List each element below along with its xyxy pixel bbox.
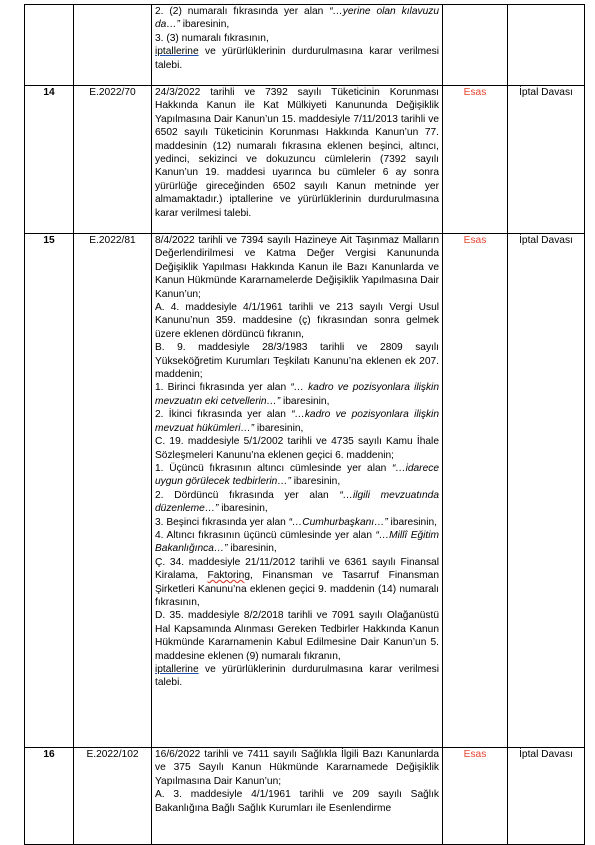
subject-text: 3. (3) numaralı fıkrasının, [155, 32, 269, 44]
subject-text: ibaresinin, [254, 422, 304, 434]
subject-paragraph [155, 609, 439, 663]
table-row [25, 86, 585, 234]
subject-paragraph [155, 341, 439, 381]
subject-paragraph [155, 381, 439, 408]
case-type-cell: Esas [443, 234, 508, 748]
subject-paragraph [155, 5, 439, 32]
subject-paragraph [155, 556, 439, 610]
subject-paragraph [155, 516, 439, 529]
table-row [25, 748, 585, 845]
quoted-phrase: “…idarece uygun görülecek tedbirlerin…” [155, 462, 439, 488]
subject-paragraph [155, 32, 439, 45]
subject-text: ibaresinin, [387, 516, 437, 528]
case-number-cell: E.2022/70 [74, 86, 152, 234]
quoted-phrase: “…Millî Eğitim Bakanlığınca…” [155, 529, 439, 555]
quoted-phrase: “… kadro ve pozisyonlara ilişkin mevzuatın eki cetvellerin…” [155, 382, 439, 407]
underlined-word: iptallerine [155, 664, 199, 675]
subject-text: B. 9. maddesiyle 28/3/1983 tarihli ve 2809 sayılı Yükseköğretim Kurumları Teşkilatı Kanunu’na eklenen ek 207. maddenin; [155, 342, 439, 381]
subject-text: Ç. 34. maddesiyle 21/11/2012 tarihli ve 6361 sayılı Finansal Kiralama, [155, 556, 439, 582]
decisions-table [24, 4, 585, 845]
subject-paragraph [155, 301, 439, 341]
subject-cell [152, 5, 443, 86]
quoted-phrase: “…kadro ve pozisyonlara ilişkin mevzuat hükümleri…” [155, 409, 439, 434]
decisions-table-body [25, 5, 585, 845]
subject-text: A. 4. maddesiyle 4/1/1961 tarihli ve 213 sayılı Vergi Usul Kanunu’nun 359. maddesine (ç) fıkrasından sonra gelmek üzere eklenen dördüncü fıkranın, [155, 302, 439, 340]
subject-paragraph [155, 462, 439, 489]
subject-text: 1. Üçüncü fıkrasının altıncı cümlesinde yer alan [155, 462, 392, 474]
subject-cell [152, 234, 443, 748]
subject-paragraph [155, 408, 439, 435]
case-number-cell: E.2022/102 [74, 748, 152, 845]
row-number-cell: 15 [25, 234, 74, 748]
subject-text: ibaresinin, [227, 543, 277, 555]
subject-text: A. 3. maddesiyle 4/1/1961 tarihli ve 209 sayılı Sağlık Bakanlığına Bağlı Sağlık Kurumları ile Esenlendirme [155, 789, 439, 814]
subject-text: ibaresinin, [218, 503, 268, 515]
subject-paragraph [155, 86, 439, 220]
subject-text: ve yürürlüklerinin durdurulmasına karar verilmesi talebi. [155, 46, 439, 71]
subject-text: , Finansman ve Tasarruf Finansman Şirketleri Kanunu’na eklenen geçici 9. maddenin (14) numaralı fıkrasının, [155, 570, 439, 608]
subject-paragraph [155, 45, 439, 72]
subject-text: ibaresinin, [179, 19, 230, 31]
subject-cell [152, 86, 443, 234]
subject-text: 4. Altıncı fıkrasının üçüncü cümlesinde yer alan [155, 529, 376, 541]
underlined-word: iptallerine [155, 46, 199, 58]
subject-text: 1. Birinci fıkrasında yer alan [155, 382, 291, 394]
quoted-phrase: “…ilgili mevzuatında düzenleme…” [155, 489, 439, 515]
subject-text: ve yürürlüklerinin durdurulmasına karar verilmesi talebi. [155, 664, 439, 689]
row-number-cell: 16 [25, 748, 74, 845]
subject-text: C. 19. maddesiyle 5/1/2002 tarihli ve 4735 sayılı Kamu İhale Sözleşmeleri Kanunu’na eklenen geçici 6. maddenin; [155, 436, 439, 461]
subject-text: 24/3/2022 tarihli ve 7392 sayılı Tüketicinin Korunması Hakkında Kanun ile Kat Mülkiyeti Kanununda Değişiklik Yapılmasına Dair Kanun’un 15. maddesiyle 7/11/2013 tarihli ve 6502 sayılı Tüketicinin Korunması Hakkında Kanun’un 77. maddesinin (12) numaralı fıkrasına eklenen beşinci, altıncı, yedinci, sekizinci ve dokuzuncu cümlelerin (7392 sayılı Kanun’un 19. maddesi uyarınca bu cümleler 6 ay sonra yürürlüğe gireceğinden 6502 sayılı Kanun metninde yer almamaktadır.) iptallerine ve yürürlüklerinin durdurulmasına karar verilmesi talebi. [155, 87, 439, 219]
case-type-cell: Esas [443, 748, 508, 845]
subject-text: 2. (2) numaralı fıkrasında yer alan [155, 6, 330, 17]
case-kind-cell [508, 5, 585, 86]
subject-text: 2. Dördüncü fıkrasında yer alan [155, 489, 340, 501]
subject-paragraph [155, 234, 439, 301]
subject-paragraph [155, 529, 439, 556]
case-kind-cell: İptal Davası [508, 748, 585, 845]
subject-text: D. 35. maddesiyle 8/2/2018 tarihli ve 7091 sayılı Olağanüstü Hal Kapsamında Alınması Gereken Tedbirler Hakkında Kanun Hükmünde Kararnamenin Kabul Edilmesine Dair Kanun’un 5. maddesine eklenen (9) numaralı fıkranın, [155, 610, 439, 662]
case-kind-cell: İptal Davası [508, 86, 585, 234]
quoted-phrase: “…Cumhurbaşkanı…” [288, 516, 388, 528]
subject-paragraph [155, 435, 439, 462]
subject-cell [152, 748, 443, 845]
subject-text: ibaresinin, [280, 395, 330, 407]
subject-text: ibaresinin, [290, 476, 341, 488]
subject-paragraph [155, 663, 439, 690]
subject-paragraph [155, 788, 439, 815]
table-row [25, 234, 585, 748]
spellcheck-word: Faktoring [207, 570, 250, 582]
row-number-cell: 14 [25, 86, 74, 234]
subject-text: 8/4/2022 tarihli ve 7394 sayılı Hazineye Ait Taşınmaz Malların Değerlendirilmesi ve Katma Değer Vergisi Kanununda Değişiklik Yapılması Hakkında Kanun ile Bazı Kanunlarda ve Kanun Hükmünde Kararnamelerde Değişiklik Yapılmasına Dair Kanun’un; [155, 235, 439, 300]
table-row [25, 5, 585, 86]
subject-paragraph [155, 748, 439, 788]
case-type-cell [443, 5, 508, 86]
row-number-cell [25, 5, 74, 86]
quoted-phrase: “…yerine olan kılavuzu da…” [155, 6, 440, 31]
case-kind-cell: İptal Davası [508, 234, 585, 748]
subject-text: 16/6/2022 tarihli ve 7411 sayılı Sağlıkla İlgili Bazı Kanunlarda ve 375 Sayılı Kanun Hükmünde Kararnamede Değişiklik Yapılmasına Dair Kanun’un; [155, 749, 439, 787]
case-type-cell: Esas [443, 86, 508, 234]
subject-text: 2. İkinci fıkrasında yer alan [155, 409, 292, 421]
subject-paragraph [155, 489, 439, 516]
case-number-cell: E.2022/81 [74, 234, 152, 748]
case-number-cell [74, 5, 152, 86]
subject-text: 3. Beşinci fıkrasında yer alan [155, 516, 289, 528]
